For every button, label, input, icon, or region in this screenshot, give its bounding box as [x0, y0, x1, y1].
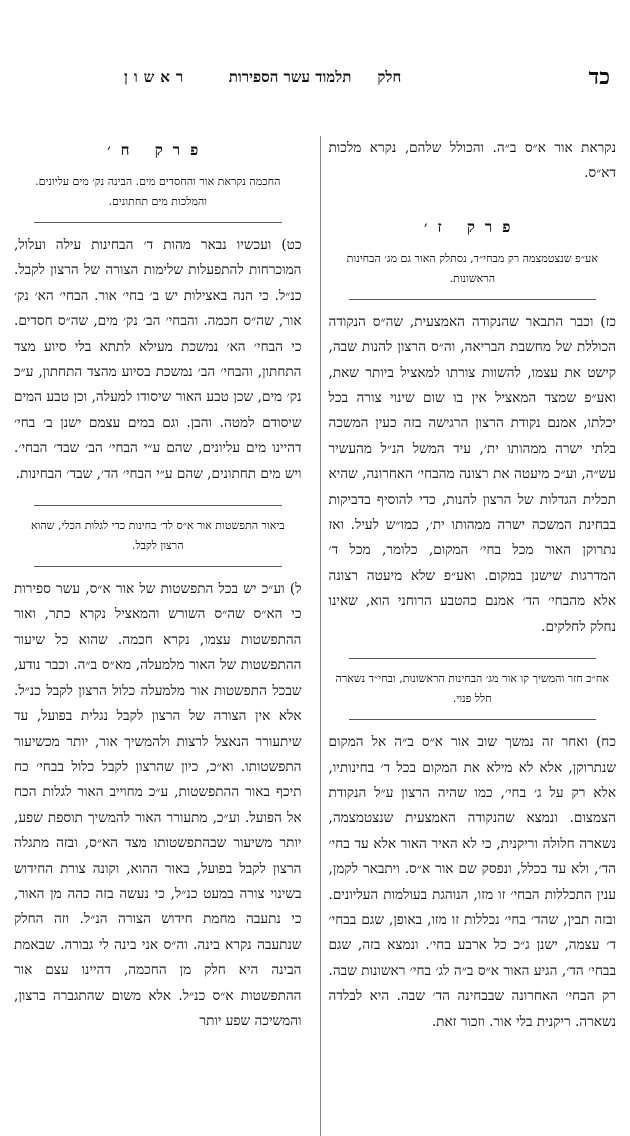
divider: [34, 566, 282, 567]
book-title: תלמוד עשר הספירות: [228, 68, 352, 86]
chapter-8-heading: פרק ח׳: [107, 141, 209, 159]
opening-text: נקראת אור א״ס ב״ה. והכולל שלהם, נקרא מלכות דא״ס.: [328, 140, 616, 182]
paragraph-30: ל) וע״כ יש בכל התפשטות של אור א״ס, עשר ספירות כי הא״ס שה״ס השורש והמאציל נקרא כתר, ואור ההתפשטות עצמו, נקרא חכמה. שהוא כל שיעור ההתפשטות של האור מלמעלה, מא״ס ב״ה. וכבר נודע, שבכל התפשטות אור מלמעלה כלול הרצון לקבל כנ״ל. אלא אין הצורה של הרצון לקבל נגלית בפועל, עד שיתעורר הנאצל לרצות ולהמשיך אור, יותר מכשיעור התפשטותו. וא״כ, כיון שהרצון לקבל כלול בבחי׳ כח תיכף באור ההתפשטות, ע״כ מחוייב האור לגלות הכח אל הפועל. וע״כ, מתעורר האור להמשיך תוספת שפע, יותר משיעור שבהתפשטותו מצד הא״ס, ובזה מתגלה הרצון לקבל בפועל, באור ההוא, וקונה צורת החידוש בשינוי צורה במעט כנ״ל, כי נעשה בזה כהה מן האור, כי נתעבה מחמת חידוש הצורה הנ״ל. וזה החלק שנתעבה נקרא בינה. וה״ס אני בינה לי גבורה. שבאמת הבינה היא חלק מן החכמה, דהיינו עצם אור ההתפשטות א״ס כנ״ל. אלא משום שהתגברה ברצון, והמשיכה שפע יותר: [14, 581, 302, 1029]
text-columns: [14, 136, 616, 1136]
paragraph-28: כח) ואחר זה נמשך שוב אור א״ס ב״ה אל המקום שנתרוקן, אלא לא מילא את המקום בכל ד׳ בחינותיו, אלא רק על ג׳ בחי׳, כמו שהיה הרצון ע״ל הנקודת הצמצום. ונמצא שהנקודה האמצעית שנצטמצמה, נשארה חלולה וריקנית, כי לא האיר האור אלא עד בחי׳ הד׳, ולא עד בכלל, ונפסק שם אור א״ס. ויתבאר לקמן, ענין התכללות הבחי׳ זו מזו, הנוהגת בעולמות העליונים. ובזה תבין, שהד׳ בחי׳ נכללות זו מזו, באופן, שגם בבחי׳ ד׳ עצמה, ישנן ג״כ כל ארבע בחי׳. ונמצא בזה, שגם בבחי׳ הד׳, הגיע האור א״ס ב״ה לג׳ בחי׳ ראשונות שבה. רק הבחי׳ האחרונה שבבחינה הד׳ שבה. היא לבלדה נשארה. ריקנית בלי אור. וזכור זאת.: [328, 734, 617, 1030]
divider: [349, 299, 597, 300]
page-header: [14, 26, 616, 90]
part-label: חלק: [377, 68, 402, 86]
left-column: [14, 136, 302, 1136]
chapter-7-summary: אע״פ שנצטמצמה רק מבחי״ד, נסתלק האור גם מג׳ הבחינות הראשונות.: [346, 251, 598, 285]
volume-label: ראשון: [124, 68, 190, 86]
paragraph-29: כט) ועכשיו נבאר מהות ד׳ הבחינות עילה ועלול, המוכרחות להתפעלות שלימות הצורה של הרצון לקבל. כנ״ל. כי הנה באצילות יש ב׳ בחי׳ אור. הבחי׳ הא׳ נק׳ אור, שה״ס חכמה. והבחי׳ הב׳ נק׳ מים, שה״ס חסדים. כי הבחי׳ הא׳ נמשכת מעילא לתתא בלי סיוע מצד התחתון, והבחי׳ הב׳ נמשכת בסיוע מהצד התחתון, ע״כ נק׳ מים, שכן טבע האור שיסודו למעלה, וכן טבע המים שיסודם למטה. והבן. וגם במים עצמם ישנן ב׳ בחי׳ דהיינו מים עליונים, שהם ע״י הבחי׳ הב׳ שבד׳ הבחי׳. ויש מים תחתונים, שהם ע״י הבחי׳ הד׳, שבד׳ הבחינות.: [14, 237, 302, 482]
divider: [34, 505, 282, 506]
divider: [349, 658, 597, 659]
page-number: כד: [588, 64, 610, 90]
section-summary-28: אח״כ חזר והמשיך קו אור מג׳ הבחינות הראשונות, ובחי״ד נשארה חלל פנוי.: [335, 672, 609, 706]
section-summary-30: ביאור התפשטות אור א״ס לד׳ בחינות כדי לגלות הכלי, שהוא הרצון לקבל.: [30, 519, 285, 553]
paragraph-27: כז) וכבר התבאר שהנקודה האמצעית, שה״ס הנקודה הכוללת של מחשבת הבריאה, וה״ס הרצון להנות שבה, קישט את עצמו, להשוות צורתו למאציל ביותר שאת, ואע״פ שמצד המאציל אין בו שום שינוי צורה בכל יכלתו, אמנם נקודת הרצון הרגישה בזה כעין המשכה בלתי ישרה ממהותו ית׳, עיד המשל הנ״ל מהעשיר עש״ה, וע״כ מיעטה את רצונה מהבחי׳ האחרונה, שהיא תכלית הגדלות של הרצון להנות, כדי להוסיף בדביקות בבחינת המשכה ישרה ממהותו ית׳, כמו״ש לעיל. ואז נתרוקן האור מכל בחי׳ המקום, כלומר, מכל ד׳ המדרגות שישנן במקום. ואע״פ שלא מיעטה רצונה אלא מהבחי׳ הד׳ אמנם כהטבע הרוחני הוא, שאינו נחלק לחלקים.: [328, 313, 616, 635]
right-column: [320, 136, 617, 1136]
chapter-7-heading: פרק ז׳: [424, 217, 521, 236]
divider: [349, 719, 597, 720]
divider: [34, 222, 282, 223]
chapter-8-summary: החכמה נקראת אור והחסדים מים. הבינה נק׳ מים עליונים. והמלכות מים תחתונים.: [35, 175, 281, 208]
running-title: [14, 70, 616, 85]
